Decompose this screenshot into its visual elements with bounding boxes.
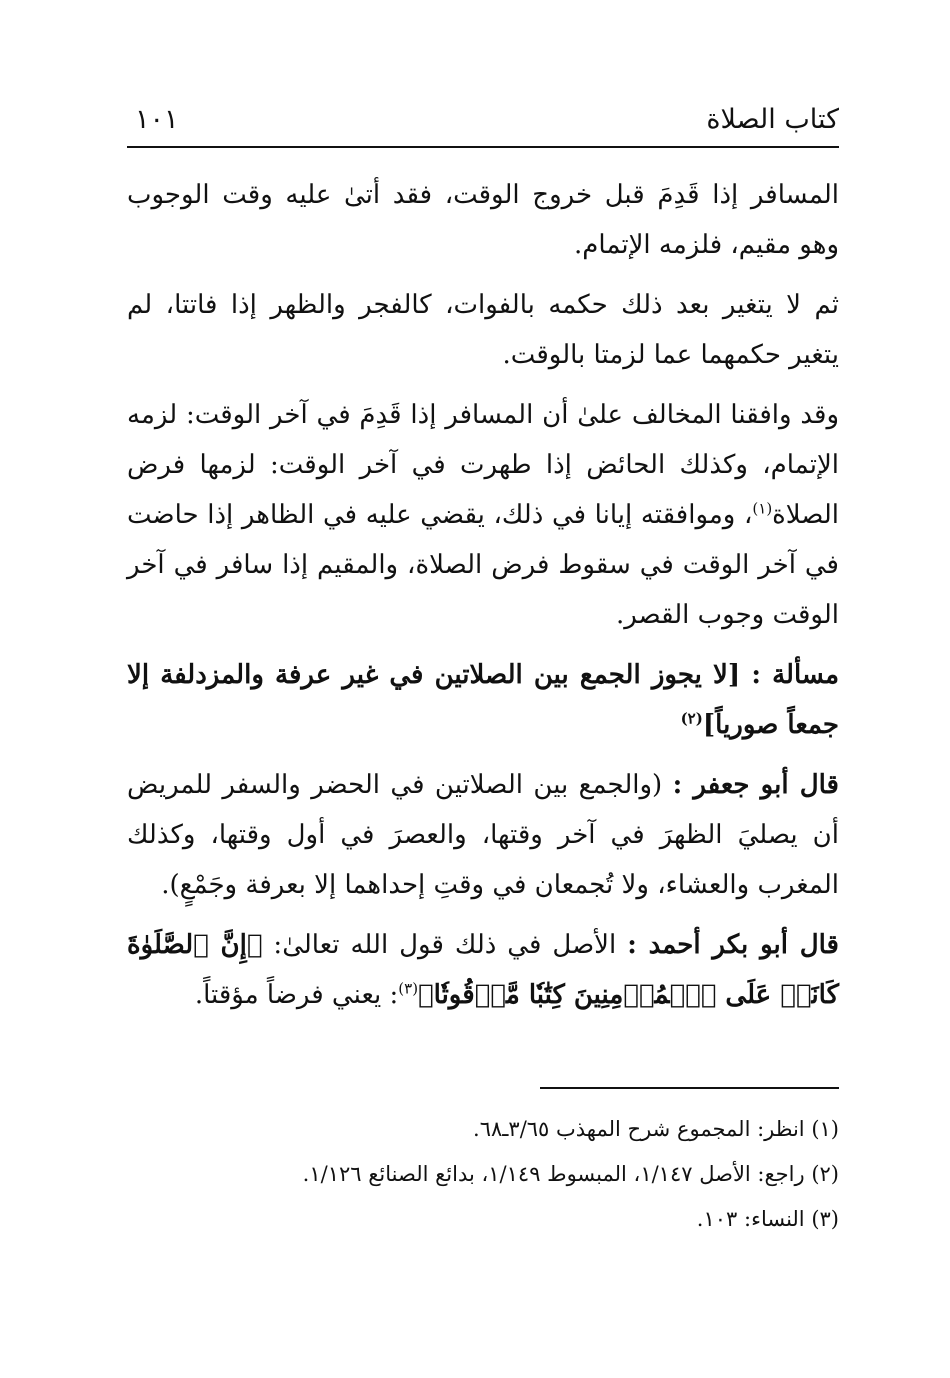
main-text — [127, 170, 839, 1030]
paragraph-1-text: المسافر إذا قَدِمَ قبل خروج الوقت، فقد أتىٰ عليه وقت الوجوب وهو مقيم، فلزمه الإتمام. — [127, 180, 839, 260]
page-number: ١٠١ — [135, 104, 179, 135]
speaker-abu-bakr: قال أبو بكر أحمد : — [627, 930, 839, 960]
issue-heading — [127, 650, 839, 750]
paragraph-6 — [127, 920, 839, 1020]
running-title: كتاب الصلاة — [706, 104, 839, 135]
paragraph-3-text-b: ، وموافقته إيانا في ذلك، يقضي عليه في الظاهر إذا حاضت في آخر الوقت في سقوط فرض الصلاة، والمقيم إذا سافر في آخر الوقت وجوب القصر. — [127, 500, 839, 630]
paragraph-6-text-a: الأصل في ذلك قول الله تعالىٰ: — [262, 930, 628, 960]
paragraph-6-text-b: : يعني فرضاً مؤقتاً. — [194, 980, 399, 1010]
footnotes — [127, 1107, 839, 1242]
footnote-ref-1[interactable]: (١) — [752, 499, 773, 518]
page-header — [127, 96, 839, 148]
footnote-separator — [540, 1087, 839, 1089]
speaker-abu-jafar: قال أبو جعفر : — [672, 770, 839, 800]
issue-text: [لا يجوز الجمع بين الصلاتين في غير عرفة والمزدلفة إلا جمعاً صورياً] — [127, 660, 839, 740]
paragraph-3-text-a: وقد وافقنا المخالف علىٰ أن المسافر إذا قَدِمَ في آخر الوقت: لزمه الإتمام، وكذلك الحائض إذا طهرت في آخر الوقت: لزمها فرض الصلاة — [127, 400, 839, 530]
footnote-1: (١) انظر: المجموع شرح المهذب ٣/٦٥ـ٦٨. — [473, 1117, 839, 1141]
footnote-ref-3[interactable]: (٣) — [398, 979, 419, 998]
issue-label: مسألة : — [751, 660, 839, 690]
paragraph-2 — [127, 280, 839, 380]
footnote-2: (٢) راجع: الأصل ١/١٤٧، المبسوط ١/١٤٩، بدائع الصنائع ١/١٢٦. — [302, 1162, 839, 1186]
paragraph-3 — [127, 390, 839, 640]
paragraph-1 — [127, 170, 839, 270]
paragraph-5 — [127, 760, 839, 910]
quran-verse: ﴿إِنَّ ٱلصَّلَوٰةَ كَانَتۡ عَلَى ٱلۡمُؤۡمِنِينَ كِتَٰبٗا مَّوۡقُوتٗا﴾ — [127, 930, 839, 1010]
footnote-3: (٣) النساء: ١٠٣. — [696, 1207, 839, 1231]
paragraph-2-text: ثم لا يتغير بعد ذلك حكمه بالفوات، كالفجر والظهر إذا فاتتا، لم يتغير حكمهما عما لزمتا بالوقت. — [127, 290, 839, 370]
paragraph-5-text: (والجمع بين الصلاتين في الحضر والسفر للمريض أن يصليَ الظهرَ في آخر وقتها، والعصرَ في أول وقتها، وكذلك المغرب والعشاء، ولا تُجمعان في وقتِ إحداهما إلا بعرفة وجَمْعٍ). — [127, 770, 839, 900]
footnote-ref-2[interactable]: (٢) — [680, 709, 703, 728]
